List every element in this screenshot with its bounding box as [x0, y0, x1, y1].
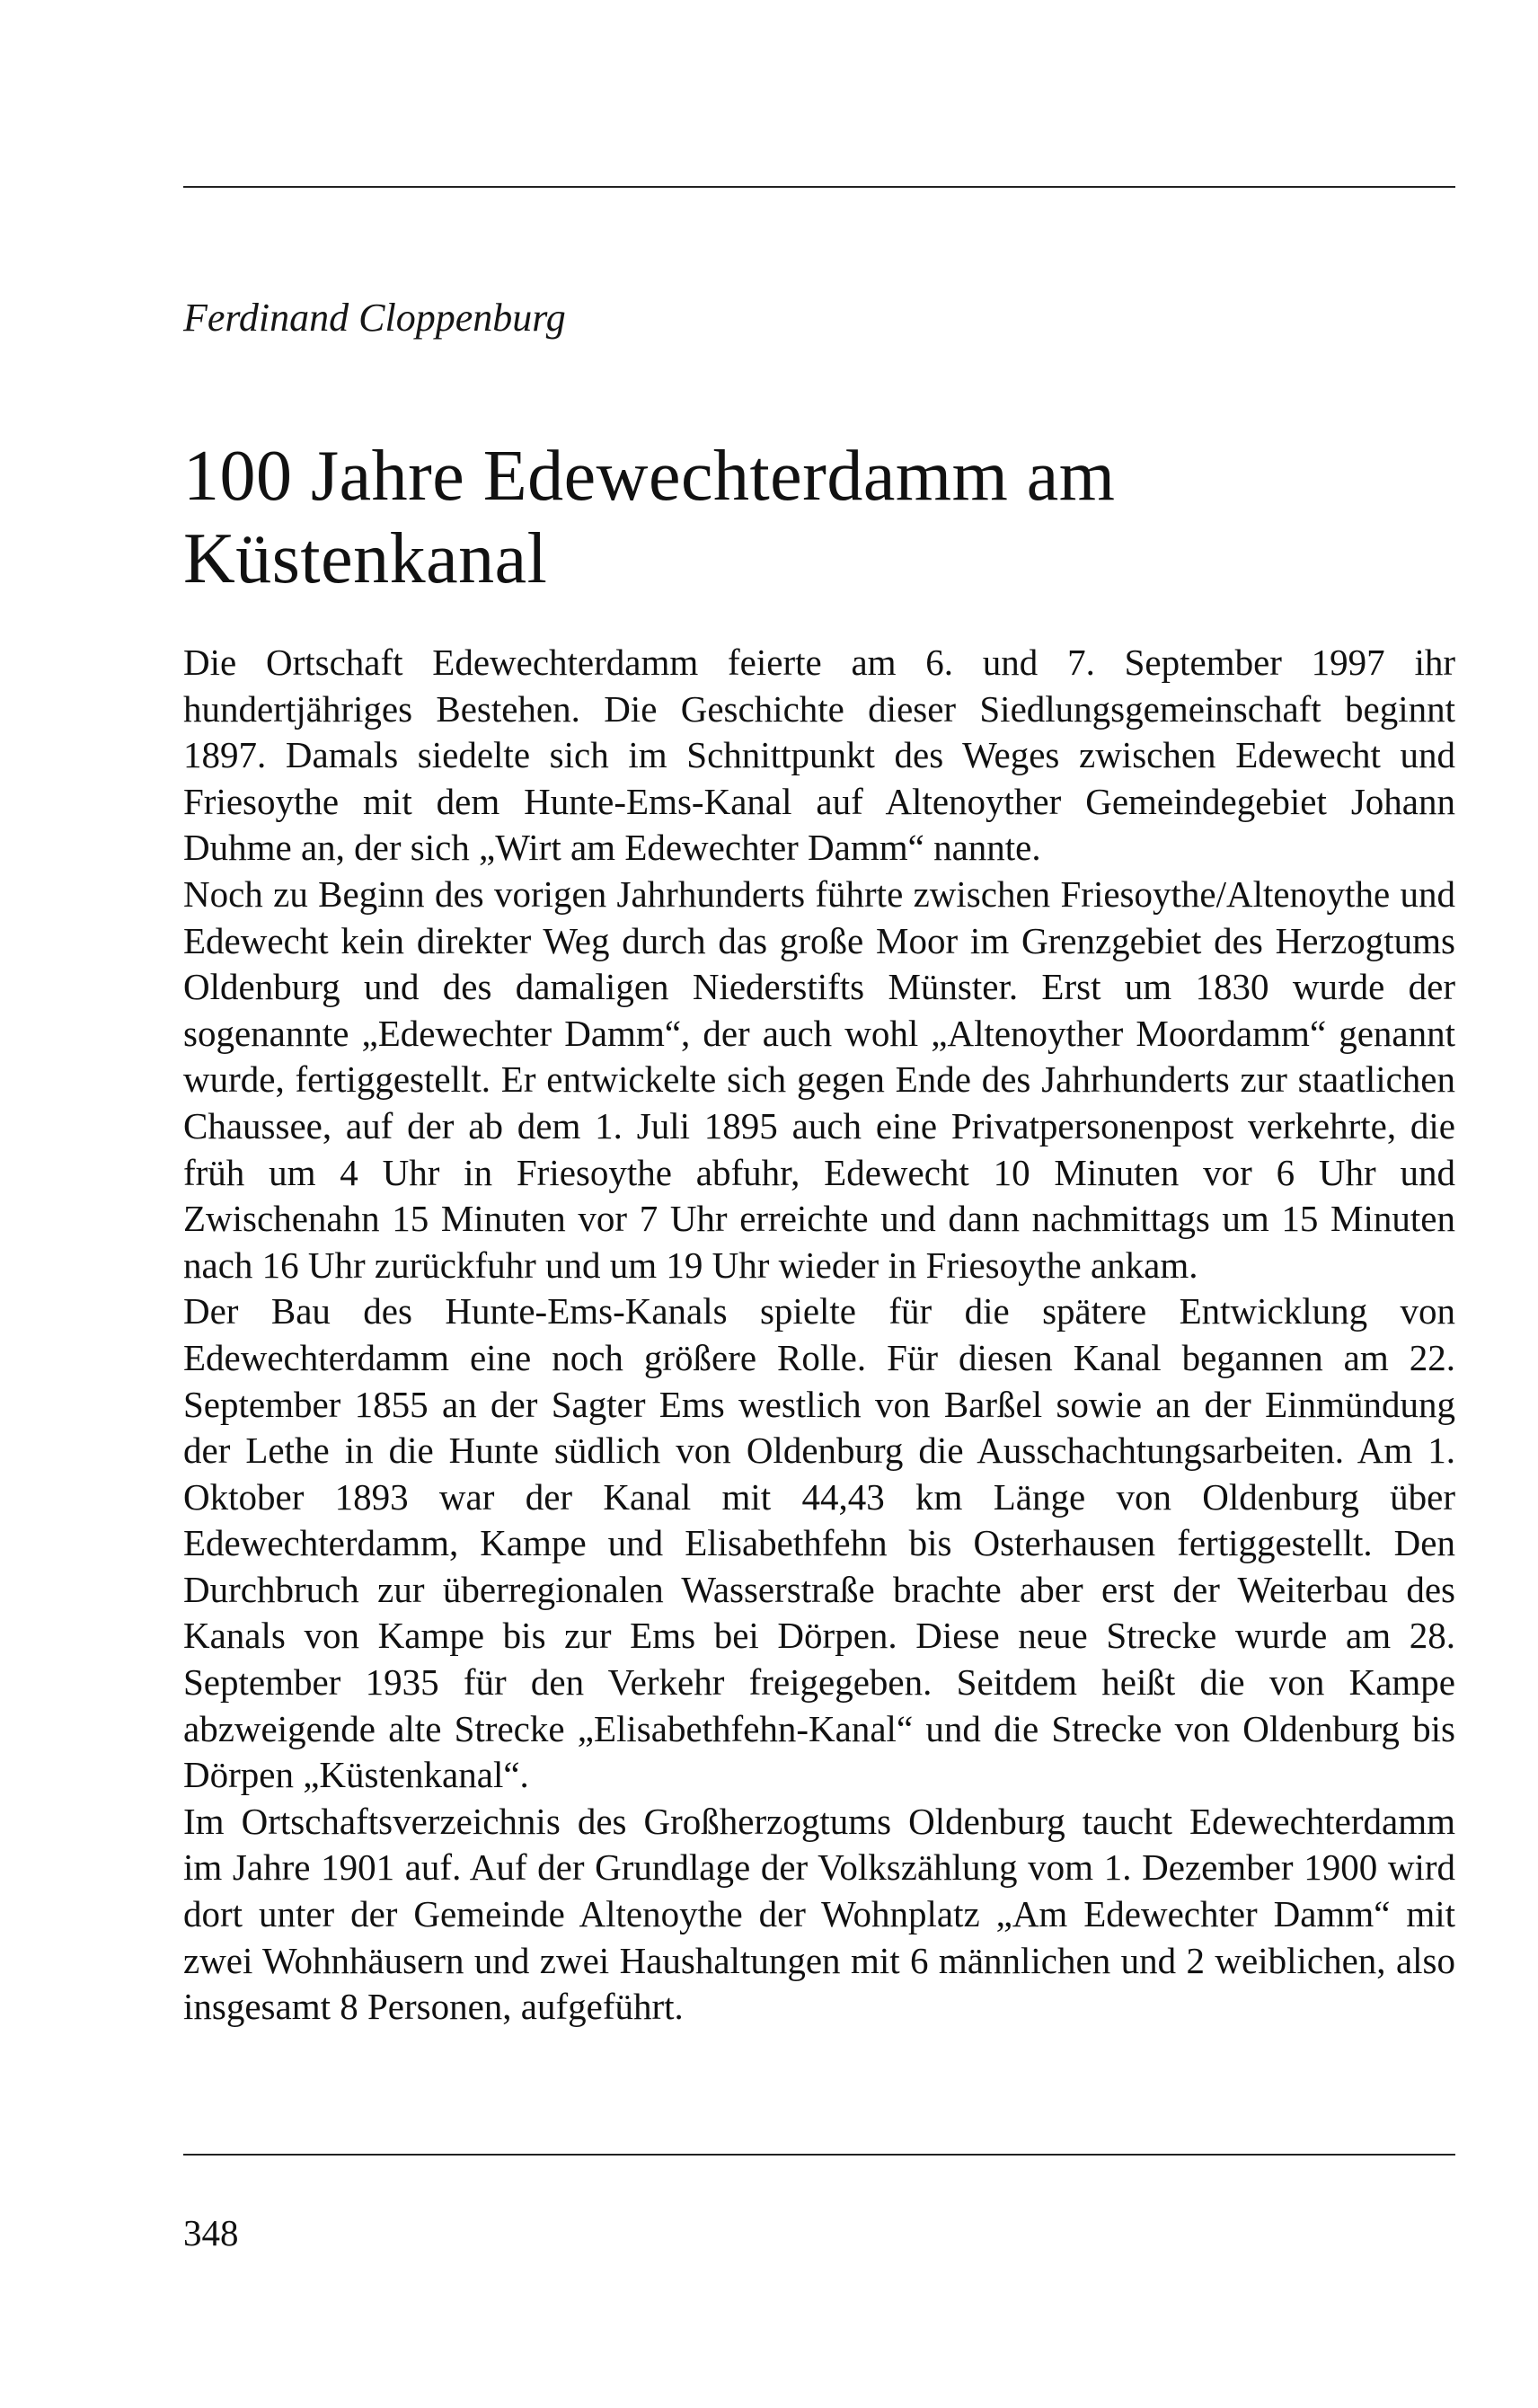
article-title: 100 Jahre Edewechterdamm am Küstenkanal	[183, 437, 1116, 598]
page-number: 348	[183, 2212, 239, 2253]
paragraph-3: Der Bau des Hunte-Ems-Kanals spielte für die spätere Entwicklung von Edewechterdamm eine noch größere Rolle. Für diesen Kanal begannen am 22. September 1855 an der Sagter Ems westlich von Barßel sowie an der Einmündung der Lethe in die Hunte südlich von Oldenburg die Ausschachtungsarbeiten. Am 1. Oktober 1893 war der Kanal mit 44,43 km Länge von Oldenburg über Edewechterdamm, Kampe und Elisabethfehn bis Osterhausen fertiggestellt. Den Durchbruch zur überregionalen Wasserstraße brachte aber erst der Weiterbau des Kanals von Kampe bis zur Ems bei Dörpen. Diese neue Strecke wurde am 28. September 1935 für den Verkehr freigegeben. Seitdem heißt die von Kampe abzweigende alte Strecke „Elisabethfehn-Kanal“ und die Strecke von Oldenburg bis Dörpen „Küstenkanal“.	[183, 1290, 1455, 1796]
paragraph-4: Im Ortschaftsverzeichnis des Großherzogtums Oldenburg taucht Edewechterdamm im Jahre 1901 auf. Auf der Grundlage der Volkszählung vom 1. Dezember 1900 wird dort unter der Gemeinde Altenoythe der Wohnplatz „Am Edewechter Damm“ mit zwei Wohnhäusern und zwei Haushaltungen mit 6 männlichen und 2 weiblichen, also insgesamt 8 Personen, aufgeführt.	[183, 1800, 1455, 2028]
article-body	[183, 640, 1455, 2031]
paragraph-2: Noch zu Beginn des vorigen Jahrhunderts führte zwischen Friesoythe/Altenoythe und Edewecht kein direkter Weg durch das große Moor im Grenzgebiet des Herzogtums Oldenburg und des damaligen Niederstifts Münster. Erst um 1830 wurde der sogenannte „Edewechter Damm“, der auch wohl „Altenoyther Moordamm“ genannt wurde, fertiggestellt. Er entwickelte sich gegen Ende des Jahrhunderts zur staatlichen Chaussee, auf der ab dem 1. Juli 1895 auch eine Privatpersonenpost verkehrte, die früh um 4 Uhr in Friesoythe abfuhr, Edewecht 10 Minuten vor 6 Uhr und Zwischenahn 15 Minuten vor 7 Uhr erreichte und dann nachmittags um 15 Minuten nach 16 Uhr zurückfuhr und um 19 Uhr wieder in Friesoythe ankam.	[183, 872, 1455, 1286]
bottom-rule	[183, 2154, 1455, 2156]
author-name: Ferdinand Cloppenburg	[183, 296, 566, 340]
paragraph-1: Die Ortschaft Edewechterdamm feierte am 6. und 7. September 1997 ihr hundertjähriges Bestehen. Die Geschichte dieser Siedlungsgemeinschaft beginnt 1897. Damals siedelte sich im Schnittpunkt des Weges zwischen Edewecht und Friesoythe mit dem Hunte-Ems-Kanal auf Altenoyther Gemeindegebiet Johann Duhme an, der sich „Wirt am Edewechter Damm“ nannte.	[183, 642, 1455, 869]
top-rule	[183, 186, 1455, 188]
